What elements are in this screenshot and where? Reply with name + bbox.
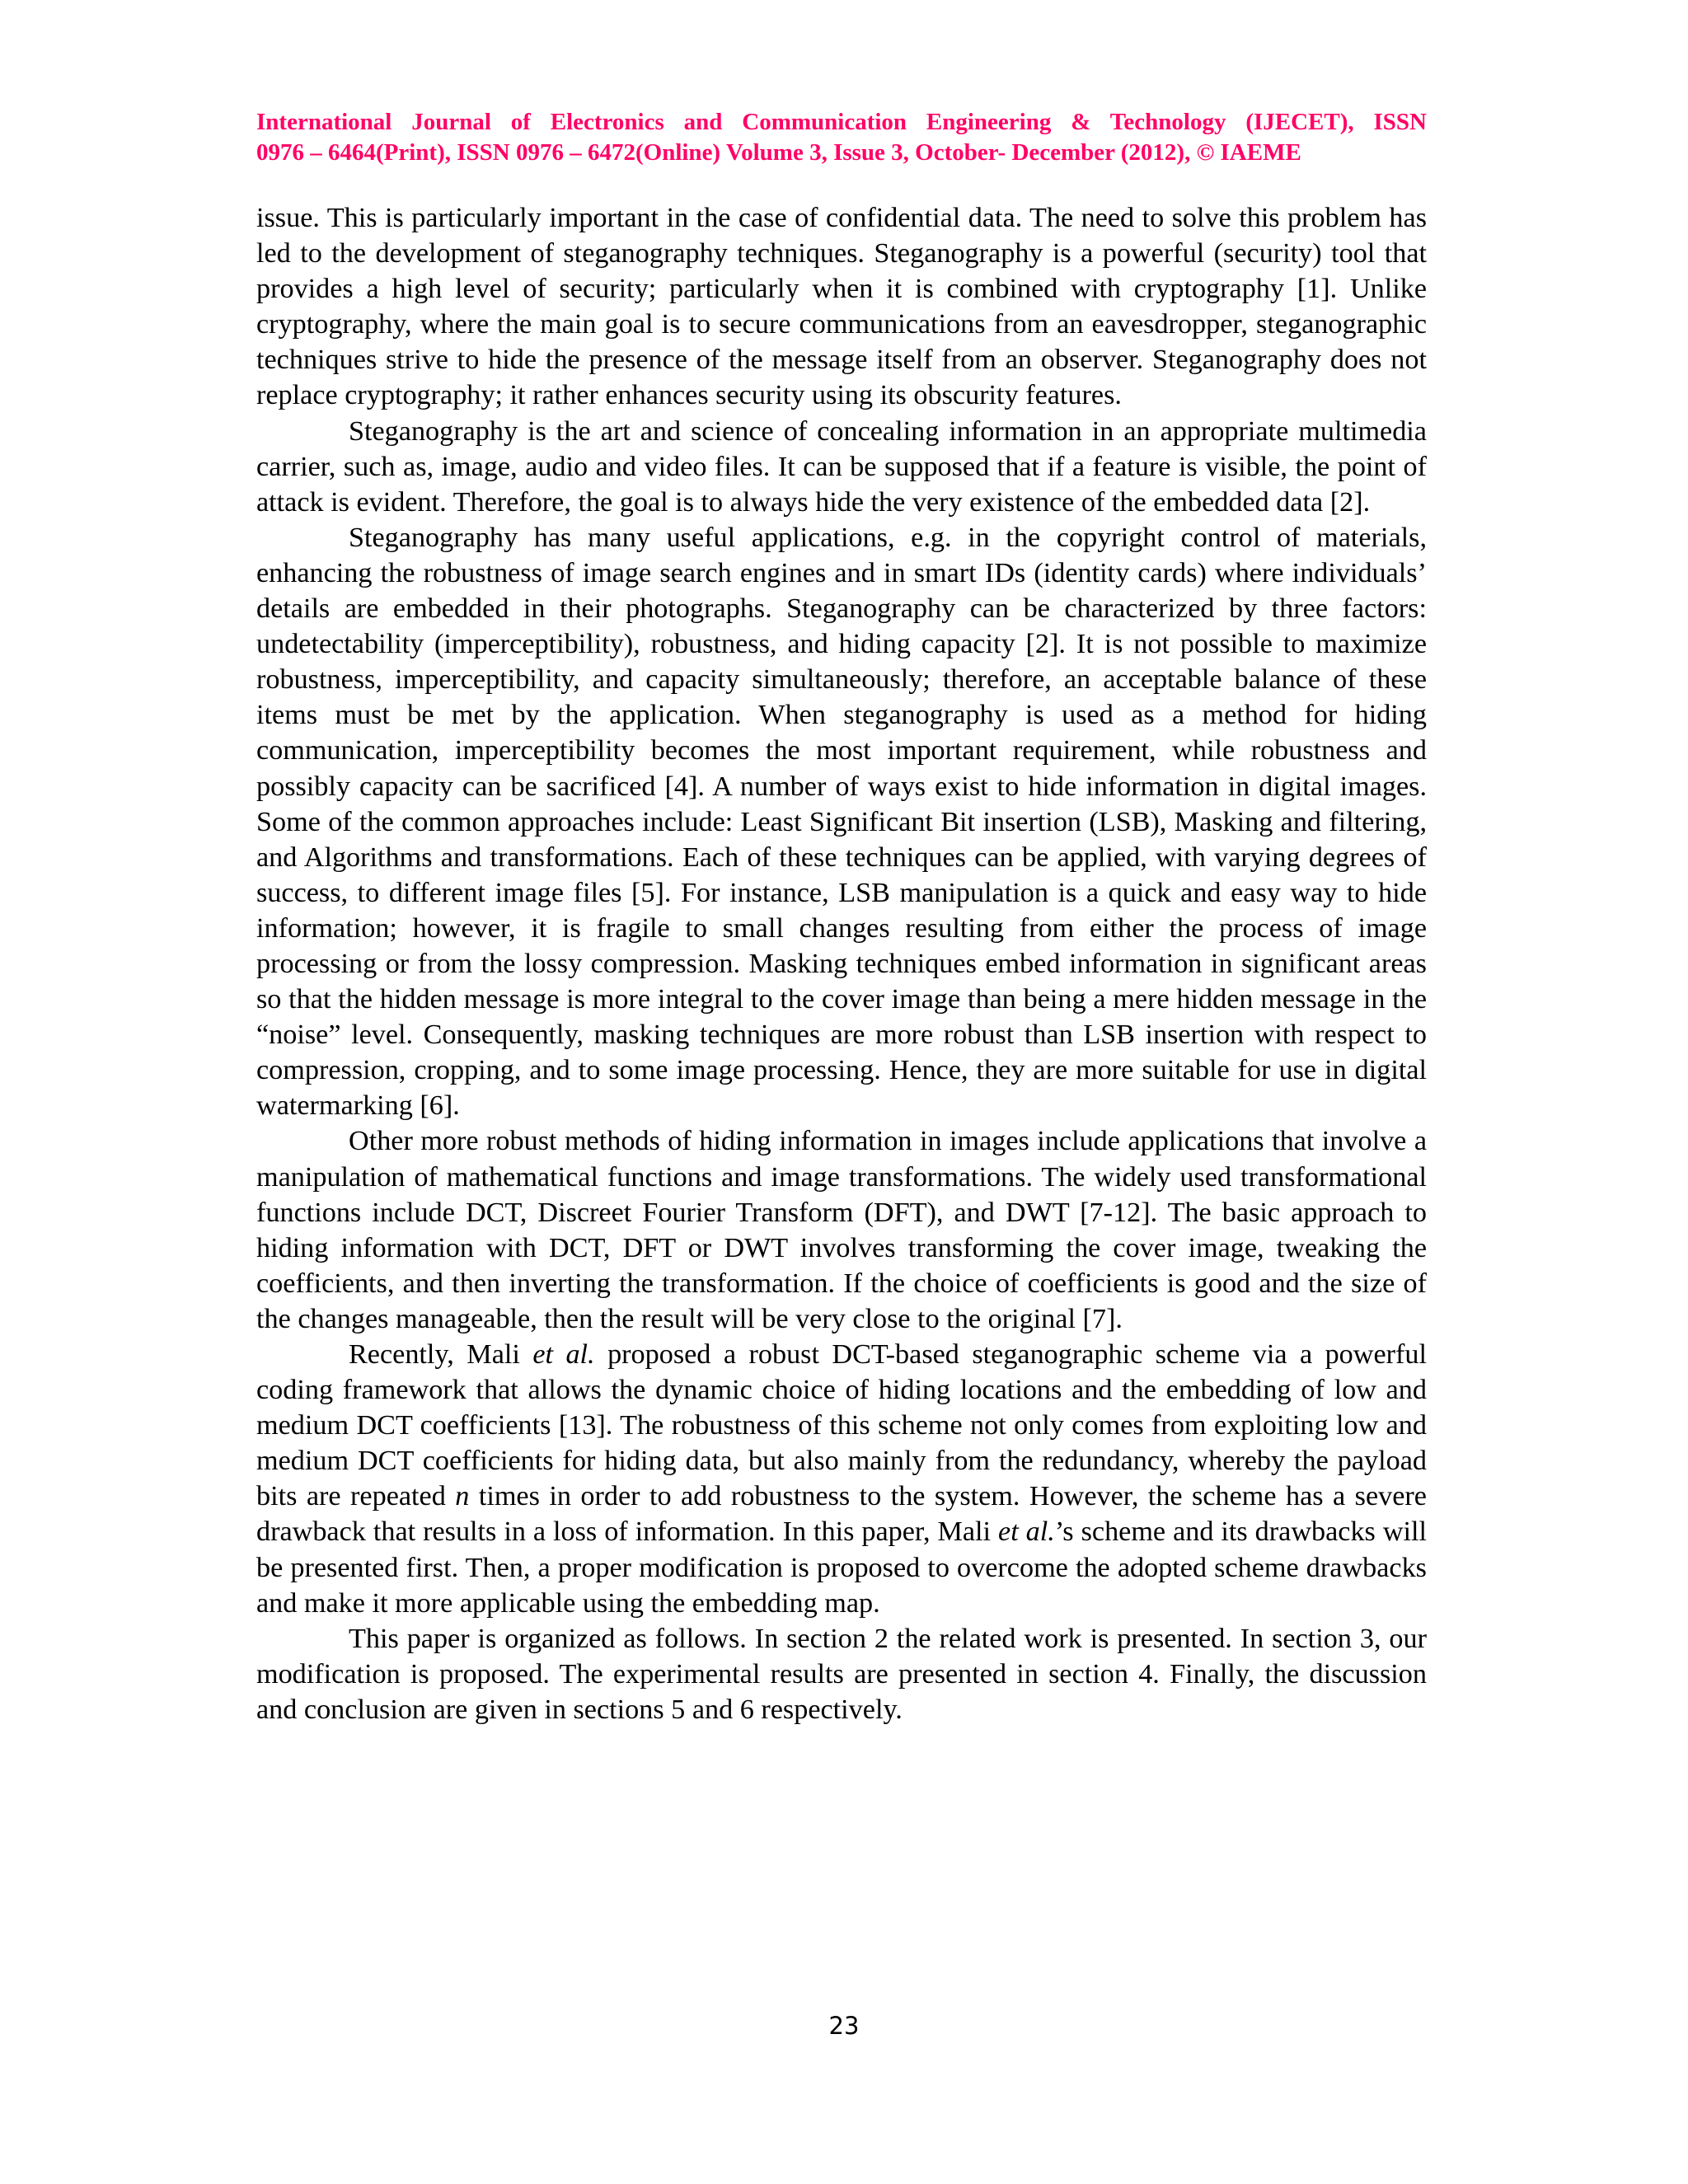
paragraph-5-et-al-2: et al. (998, 1516, 1055, 1548)
paragraph-5-text-b: proposed a robust DCT-based steganographic scheme via a powerful coding framework that allows the dynamic choice of hiding locations and the embedding of low and medium DCT coefficients [13]. The robustness of this scheme not only comes from exploiting low and medium DCT coefficients for hiding data, but also mainly from the redundancy, whereby the payload bits are repeated (256, 1339, 1428, 1512)
paragraph-6: This paper is organized as follows. In section 2 the related work is presented. In section 3, our modification is proposed. The experimental results are presented in section 4. Finally, the discussion and conclusion are given in sections 5 and 6 respectively. (256, 1623, 1427, 1725)
paragraph-5-variable-n: n (455, 1481, 470, 1512)
paragraph-5-et-al-1: et al. (532, 1339, 595, 1370)
journal-header-line-1: International Journal of Electronics and Communication Engineering & Technology (IJECET), ISSN (256, 109, 1427, 135)
paragraph-5-text-c: times in order to add robustness to the system. However, the scheme has a severe drawback that results in a loss of information. In this paper, Mali (256, 1481, 1427, 1548)
journal-header (256, 107, 1427, 168)
paragraph-2: Steganography is the art and science of concealing information in an appropriate multimedia carrier, such as, image, audio and video files. It can be supposed that if a feature is visible, the point of attack is evident. Therefore, the goal is to always hide the very existence of the embedded data [2]. (256, 415, 1427, 518)
paragraph-5-text-a: Recently, Mali (349, 1339, 533, 1370)
paragraph-4: Other more robust methods of hiding information in images include applications that involve a manipulation of mathematical functions and image transformations. The widely used transformational functions include DCT, Discreet Fourier Transform (DFT), and DWT [7-12]. The basic approach to hiding information with DCT, DFT or DWT involves transforming the cover image, tweaking the coefficients, and then inverting the transformation. If the choice of coefficients is good and the size of the changes manageable, then the result will be very close to the original [7]. (256, 1126, 1427, 1334)
journal-header-line-2: 0976 – 6464(Print), ISSN 0976 – 6472(Online) Volume 3, Issue 3, October- December (2012), © IAEME (256, 139, 1301, 166)
paragraph-5 (256, 1337, 1427, 1621)
body-text (256, 200, 1427, 1727)
paragraph-1: issue. This is particularly important in the case of confidential data. The need to solve this problem has led to the development of steganography techniques. Steganography is a powerful (security) tool that provides a high level of security; particularly when it is combined with cryptography [1]. Unlike cryptography, where the main goal is to secure communications from an eavesdropper, steganographic techniques strive to hide the presence of the message itself from an observer. Steganography does not replace cryptography; it rather enhances security using its obscurity features. (256, 203, 1427, 411)
paragraph-5-text-d: ’s scheme and its drawbacks will be presented first. Then, a proper modification is proposed to overcome the adopted scheme drawbacks and make it more applicable using the embedding map. (256, 1516, 1428, 1619)
page-number: 23 (828, 2012, 860, 2040)
paragraph-3: Steganography has many useful applications, e.g. in the copyright control of materials, enhancing the robustness of image search engines and in smart IDs (identity cards) where individuals’ details are embedded in their photographs. Steganography can be characterized by three factors: undetectability (imperceptibility), robustness, and hiding capacity [2]. It is not possible to maximize robustness, imperceptibility, and capacity simultaneously; therefore, an acceptable balance of these items must be met by the application. When steganography is used as a method for hiding communication, imperceptibility becomes the most important requirement, while robustness and possibly capacity can be sacrificed [4]. A number of ways exist to hide information in digital images. Some of the common approaches include: Least Significant Bit insertion (LSB), Masking and filtering, and Algorithms and transformations. Each of these techniques can be applied, with varying degrees of success, to different image files [5]. For instance, LSB manipulation is a quick and easy way to hide information; however, it is fragile to small changes resulting from either the process of image processing or from the lossy compression. Masking techniques embed information in significant areas so that the hidden message is more integral to the cover image than being a mere hidden message in the “noise” level. Consequently, masking techniques are more robust than LSB insertion with respect to compression, cropping, and to some image processing. Hence, they are more suitable for use in digital watermarking [6]. (256, 522, 1427, 1122)
